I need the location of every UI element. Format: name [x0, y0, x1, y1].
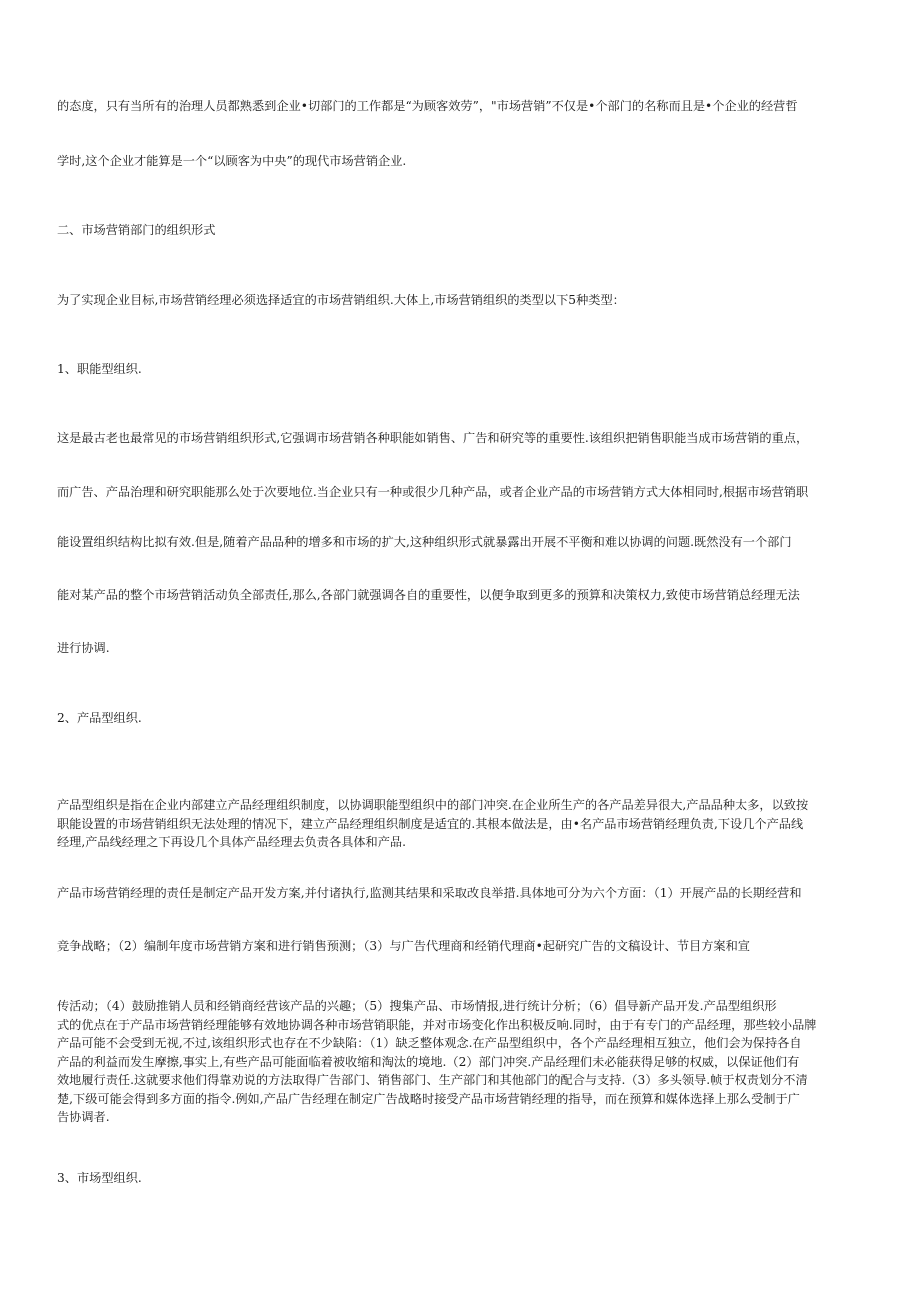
paragraph-line: 学时,这个企业才能算是一个“以顾客为中央”的现代市场营销企业. [57, 154, 407, 168]
item-heading-3: 3、市场型组织. [57, 1171, 142, 1185]
paragraph-line: 能设置组织结构比拟有效.但是,随着产品品种的增多和市场的扩大,这种组织形式就暴露出开展不平衡和难以协调的问题.既然没有一个部门 [57, 535, 792, 549]
paragraph-line: 竞争战略；（2）编制年度市场营销方案和进行销售预测；（3）与广告代理商和经销代理商•起研究广告的文稿设计、节目方案和宣 [57, 939, 750, 953]
paragraph-dense: 传活动；（4）鼓励推销人员和经销商经营该产品的兴趣；（5）搜集产品、市场情报,进行统计分析；（6）倡导新产品开发.产品型组织形 式的优点在于产品市场营销经理能够有效地协调各种市场营销职能，并对市场变化作出积极反响.同时，由于有专门的产品经理，那些较小品牌 产品可能不会受到无视,不过,该组织形式也存在不少缺陷：（1）缺乏整体观念.在产品型组织中，各个产品经理相互独立，他们会为保持各自 产品的利益而发生摩擦,事实上,有些产品可能面临着被收缩和淘汰的境地.（2）部门冲突.产品经理们未必能获得足够的权威，以保证他们有 效地履行责任.这就要求他们得靠劝说的方法取得广告部门、销售部门、生产部门和其他部门的配合与支持.（3）多头领导.帧于权责划分不清 楚,下级可能会得到多方面的指令.例如,产品广告经理在制定广告战略时接受产品市场营销经理的指导，而在预算和媒体选择上那么受制于广 告协调者. [57, 999, 817, 1124]
item-heading-2: 2、产品型组织. [57, 711, 142, 725]
intro-paragraph: 为了实现企业目标,市场营销经理必须选择适宜的市场营销组织.大体上,市场营销组织的类型以下5种类型： [57, 293, 625, 307]
paragraph-line: 进行协调. [57, 641, 110, 655]
paragraph-line: 产品市场营销经理的责任是制定产品开发方案,并付诸执行,监测其结果和采取改良举措.具体地可分为六个方面：（1）开展产品的长期经营和 [57, 886, 802, 900]
paragraph-dense: 产品型组织是指在企业内部建立产品经理组织制度，以协调职能型组织中的部门冲突.在企业所生产的各产品差异很大,产品品种太多，以致按 职能设置的市场营销组织无法处理的情况下，建立产品经理组织制度是适宜的.其根本做法是，由•名产品市场营销经理负责,下设几个产品线 经理,产品线经理之下再设几个具体产品经理去负责各具体和产品. [57, 798, 809, 849]
paragraph-line: 这是最古老也最常见的市场营销组织形式,它强调市场营销各种职能如销售、广告和研究等的重要性.该组织把销售职能当成市场营销的重点， [57, 431, 809, 445]
paragraph-line: 能对某产品的整个市场营销活动负全部责任,那么,各部门就强调各自的重要性，以便争取到更多的预算和决策权力,致使市场营销总经理无法 [57, 588, 800, 602]
paragraph-line: 而广告、产品治理和研究职能那么处于次要地位.当企业只有一种或很少几种产品，或者企业产品的市场营销方式大体相同时,根据市场营销职 [57, 485, 809, 499]
section-heading: 二、市场营销部门的组织形式 [57, 223, 216, 237]
paragraph-line: 的态度，只有当所有的治理人员都熟悉到企业•切部门的工作都是“为顾客效劳”，"市场营销”不仅是•个部门的名称而且是•个企业的经营哲 [57, 99, 798, 113]
item-heading-1: 1、职能型组织. [57, 362, 142, 376]
